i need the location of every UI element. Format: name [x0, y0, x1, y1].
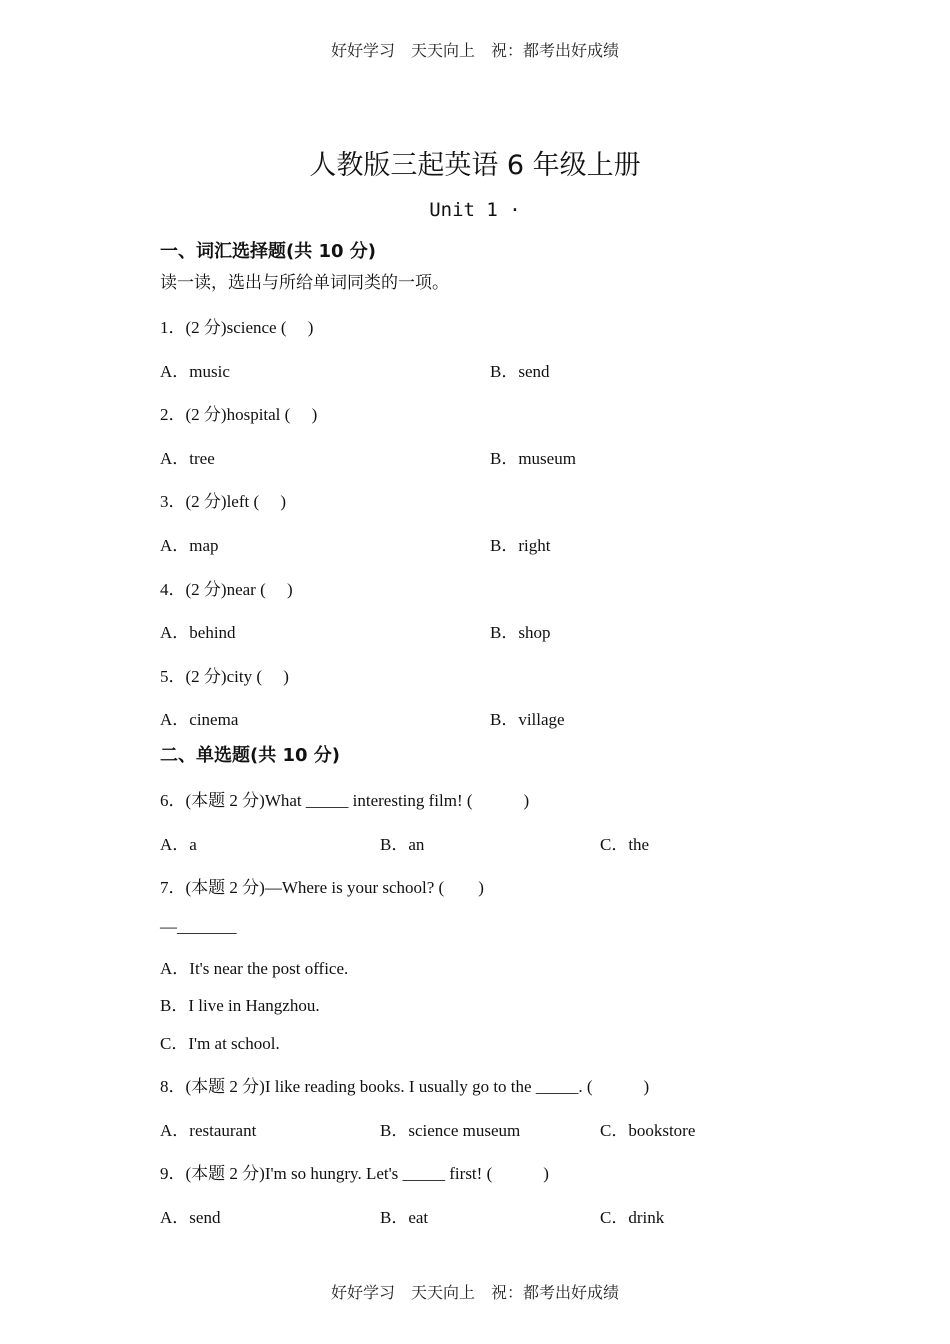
question-stem: 9．(本题 2 分)I'm so hungry. Let's _____ first! ( ) — [160, 1164, 549, 1183]
option-b: B．I live in Hangzhou. — [160, 996, 320, 1015]
option-c: C．bookstore — [600, 1121, 696, 1140]
option-a: A．restaurant — [160, 1121, 257, 1140]
page-subtitle: Unit 1 · — [429, 199, 521, 221]
question-stem: 8．(本题 2 分)I like reading books. I usually go to the _____. ( ) — [160, 1077, 650, 1096]
section-instruction: 读一读，选出与所给单词同类的一项。 — [160, 273, 449, 293]
question-stem: 1．(2 分)science ( ) — [160, 318, 314, 337]
question-stem: 2．(2 分)hospital ( ) — [160, 405, 318, 424]
answer-line: —_______ — [160, 917, 237, 936]
section-heading: 二、单选题(共 10 分) — [160, 745, 341, 766]
option-b: B．an — [380, 835, 425, 854]
option-b: B．science museum — [380, 1121, 521, 1140]
option-b: B．shop — [490, 623, 551, 642]
option-c: C．drink — [600, 1208, 665, 1227]
option-b: B．send — [490, 362, 550, 381]
option-b: B．eat — [380, 1208, 429, 1227]
option-a: A．send — [160, 1208, 221, 1227]
page-header: 好好学习 天天向上 祝：都考出好成绩 — [330, 41, 619, 60]
option-a: A．tree — [160, 449, 215, 468]
question-stem: 4．(2 分)near ( ) — [160, 580, 293, 599]
page-title: 人教版三起英语 6 年级上册 — [309, 150, 641, 181]
option-c: C．the — [600, 835, 650, 854]
option-a: A．cinema — [160, 710, 239, 729]
question-stem: 7．(本题 2 分)—Where is your school? ( ) — [160, 878, 484, 897]
option-a: A．a — [160, 835, 197, 854]
option-a: A．behind — [160, 623, 236, 642]
section-heading: 一、词汇选择题(共 10 分) — [160, 241, 377, 262]
question-stem: 6．(本题 2 分)What _____ interesting film! ( ) — [160, 791, 530, 810]
option-a: A．music — [160, 362, 230, 381]
option-b: B．right — [490, 536, 551, 555]
option-a: A．It's near the post office. — [160, 959, 349, 978]
option-c: C．I'm at school. — [160, 1034, 280, 1053]
page-footer: 好好学习 天天向上 祝：都考出好成绩 — [330, 1283, 619, 1302]
option-b: B．village — [490, 710, 565, 729]
question-stem: 5．(2 分)city ( ) — [160, 667, 289, 686]
option-b: B．museum — [490, 449, 576, 468]
option-a: A．map — [160, 536, 219, 555]
question-stem: 3．(2 分)left ( ) — [160, 492, 287, 511]
